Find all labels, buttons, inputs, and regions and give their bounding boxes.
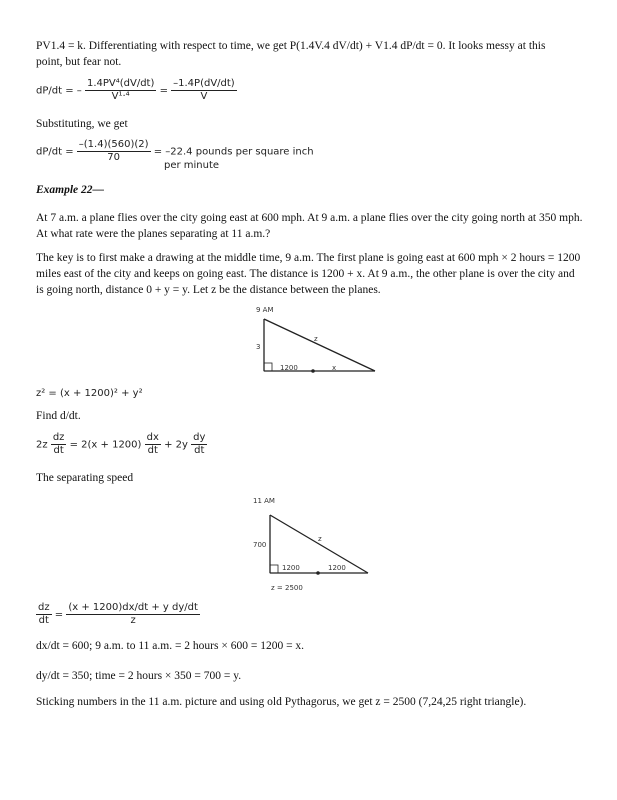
diagram2-time-label: 11 AM: [253, 497, 275, 505]
diagram2-base-label-1: 1200: [282, 564, 300, 572]
problem-text: At 7 a.m. a plane flies over the city going east at 600 mph. At 9 a.m. a plane flies over the city going north at 350 mph. At what rate were the planes separating at 11 a.m.?: [36, 212, 583, 240]
separating-text: The separating speed: [36, 472, 134, 484]
eq1-frac2-num: –1.4P(dV/dt): [173, 78, 235, 89]
eq2-rhs: = –22.4 pounds per square inch: [153, 146, 314, 158]
eq2-rhs-line-2: per minute: [164, 160, 220, 171]
eq4-mid: = 2(x + 1200): [69, 439, 142, 451]
eq4-f3-den: dt: [194, 445, 205, 456]
eq2-lhs: dP/dt =: [36, 146, 74, 158]
eq1-frac2-den: V: [200, 91, 208, 102]
eq2-frac-num: –(1.4)(560)(2): [78, 139, 149, 150]
eq5-f1-den: dt: [38, 615, 49, 626]
diagram-9am: [250, 305, 380, 377]
dy-dt-line: dy/dt = 350; time = 2 hours × 350 = 700 = y.: [36, 670, 242, 682]
triangle-9am-right-angle: [264, 363, 272, 371]
eq5-f1-num: dz: [38, 602, 50, 613]
diagram1-hyp-label: z: [314, 335, 318, 343]
intro-line-2: point, but fear not.: [36, 56, 122, 68]
eq5-f2-den: z: [130, 615, 136, 626]
eq4-f2-num: dx: [146, 432, 159, 443]
diagram1-time-label: 9 AM: [256, 306, 274, 314]
eq1-fraction-1: [85, 78, 156, 103]
diagram2-vertical-label: 700: [253, 541, 267, 549]
intro-line-1: PV1.4 = k. Differentiating with respect to time, we get P(1.4V.4 dV/dt) + V1.4 dP/dt = 0. It looks messy at this: [36, 40, 546, 52]
eq4-f2-den: dt: [147, 445, 158, 456]
example-title: Example 22—: [36, 184, 105, 196]
explanation-text: The key is to first make a drawing at the middle time, 9 a.m. The first plane is going east at 600 mph × 2 hours = 1200 miles east of the city and keeps on going east. The distance is 1200 + x. At 9 a.m., the other plane is over the city and is going north, distance 0 + y = y. Let z be the distance between the planes.: [36, 252, 581, 296]
equation-derivative: [36, 432, 207, 457]
eq1-equals: =: [159, 85, 168, 97]
substituting-text: Substituting, we get: [36, 118, 128, 130]
eq4-f1-den: dt: [53, 445, 64, 456]
eq5-equals: =: [54, 609, 64, 621]
eq5-f2-num: (x + 1200)dx/dt + y dy/dt: [68, 602, 198, 613]
eq1-frac1-num: 1.4PV⁴(dV/dt): [86, 78, 155, 89]
eq1-frac1-den: V¹·⁴: [111, 91, 130, 102]
eq4-fraction-1: [51, 432, 67, 457]
dx-dt-line: dx/dt = 600; 9 a.m. to 11 a.m. = 2 hours × 600 = 1200 = x.: [36, 640, 305, 652]
eq4-f3-num: dy: [193, 432, 206, 443]
diagram1-vertical-label: 3: [256, 343, 261, 351]
eq4-fraction-2: [145, 432, 161, 457]
equation-separating-speed: [36, 602, 200, 627]
eq2-frac-den: 70: [107, 152, 121, 163]
diagram2-result-label: z = 2500: [271, 584, 303, 592]
diagram1-base-label-2: x: [332, 364, 337, 372]
diagram1-base-label-1: 1200: [280, 364, 298, 372]
equation-pythagoras: z² = (x + 1200)² + y²: [36, 388, 143, 399]
eq1-fraction-2: [171, 78, 237, 103]
diagram2-hyp-label: z: [318, 535, 322, 543]
diagram-11am: [245, 493, 375, 597]
conclusion-text: Sticking numbers in the 11 a.m. picture and using old Pythagorus, we get z = 2500 (7,24,25 right triangle).: [36, 696, 527, 708]
equation-dp-dt: [36, 78, 237, 103]
diagram2-base-label-2: 1200: [328, 564, 346, 572]
triangle-11am-point: [316, 571, 320, 575]
eq5-fraction-1: [36, 602, 52, 627]
find-text: Find d/dt.: [36, 410, 81, 422]
eq5-fraction-2: [66, 602, 200, 627]
eq2-fraction: [77, 139, 151, 164]
eq4-fraction-3: [191, 432, 207, 457]
eq4-plus: + 2y: [164, 439, 188, 451]
eq4-f1-num: dz: [52, 432, 65, 443]
intro-text: [36, 38, 545, 70]
triangle-11am-right-angle: [270, 565, 278, 573]
eq1-lhs: dP/dt = –: [36, 85, 82, 97]
eq4-lhs: 2z: [36, 439, 48, 451]
triangle-9am-point: [311, 369, 315, 373]
